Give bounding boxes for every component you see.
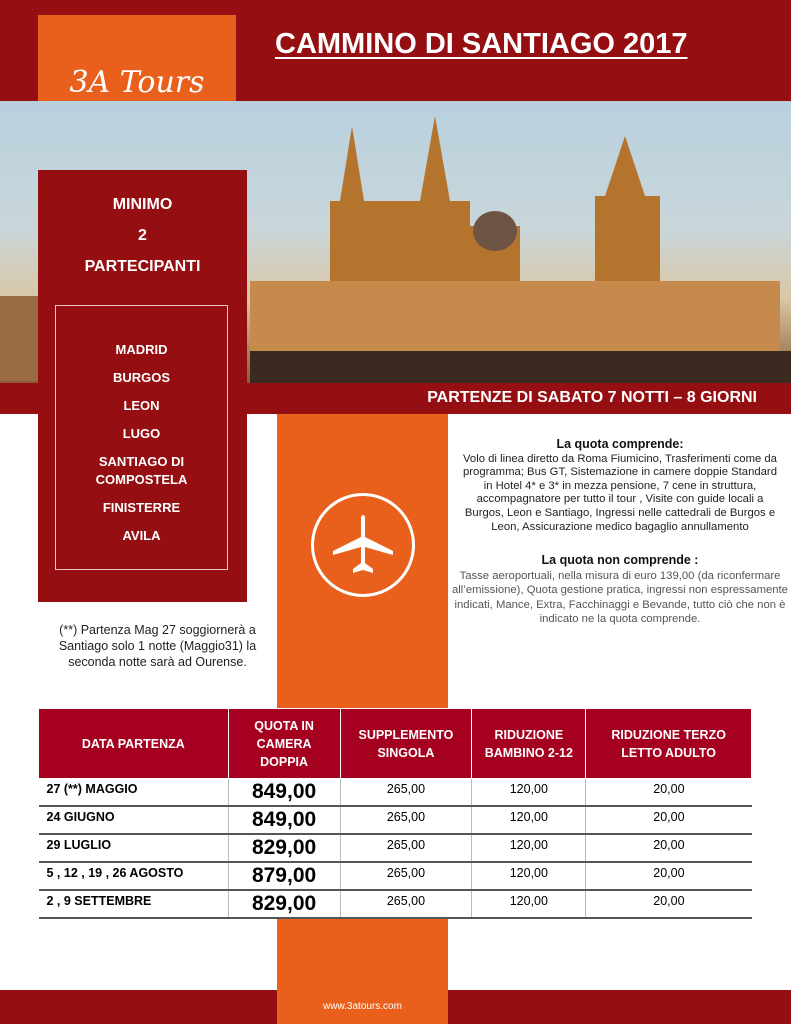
table-cell: 20,00 xyxy=(586,779,752,807)
participants-box: MINIMO 2 PARTECIPANTI MADRID BURGOS LEON LUGO SANTIAGO DI COMPOSTELA FINISTERRE AVILA xyxy=(38,170,247,602)
table-cell: 265,00 xyxy=(340,834,472,862)
table-cell: 24 GIUGNO xyxy=(39,806,229,834)
table-cell: 849,00 xyxy=(228,806,340,834)
table-header: DATA PARTENZA QUOTA IN CAMERA DOPPIA SUPPLEMENTO SINGOLA RIDUZIONE BAMBINO 2-12 RIDUZIONE TERZO LETTO ADULTO xyxy=(39,709,752,779)
page-title: CAMMINO DI SANTIAGO 2017 xyxy=(275,28,688,60)
table-cell: 20,00 xyxy=(586,834,752,862)
table-row xyxy=(39,834,752,862)
table-cell: 120,00 xyxy=(472,779,586,807)
table-cell: 849,00 xyxy=(228,779,340,807)
departures-banner: PARTENZE DI SABATO 7 NOTTI – 8 GIORNI xyxy=(427,389,757,406)
stop: SANTIAGO DI COMPOSTELA xyxy=(95,454,188,487)
table-cell: 27 (**) MAGGIO xyxy=(39,779,229,807)
table-cell: 29 LUGLIO xyxy=(39,834,229,862)
website-link[interactable]: www.3atours.com xyxy=(277,990,448,1024)
stop: LEON xyxy=(123,398,160,413)
table-row xyxy=(39,806,752,834)
table-row xyxy=(39,779,752,807)
stop: MADRID xyxy=(115,342,168,357)
table-cell: 2 , 9 SETTEMBRE xyxy=(39,890,229,918)
table-cell: 120,00 xyxy=(472,834,586,862)
stop: AVILA xyxy=(122,528,161,543)
table-cell: 829,00 xyxy=(228,890,340,918)
logo: 3A Tours xyxy=(38,15,236,129)
table-cell: 829,00 xyxy=(228,834,340,862)
price-table xyxy=(38,708,752,919)
table-cell: 120,00 xyxy=(472,890,586,918)
stop: LUGO xyxy=(122,426,161,441)
table-cell: 20,00 xyxy=(586,890,752,918)
table-cell: 265,00 xyxy=(340,890,472,918)
table-cell: 120,00 xyxy=(472,862,586,890)
itinerary-list xyxy=(55,305,228,570)
stop: FINISTERRE xyxy=(102,500,181,515)
table-cell: 20,00 xyxy=(586,806,752,834)
table-cell: 879,00 xyxy=(228,862,340,890)
table-row xyxy=(39,862,752,890)
departure-note: (**) Partenza Mag 27 soggiornerà a Santiago solo 1 notte (Maggio31) la seconda notte sarà ad Ourense. xyxy=(58,623,257,669)
price-includes: La quota comprende: Volo di linea diretto da Roma Fiumicino, Trasferimenti come da programma; Bus GT, Sistemazione in camere doppie Standard in Hotel 4* e 3* in mezza pensione, 7 cene in struttura, accompagnatore per tutto il tour , Visite con guide locali a Burgos, Leon e Santiago, Ingressi nelle cattedrali de Burgos e Leon, Assicurazione medico bagaglio annullamento La quota non comprende : Tasse aeroportuali, nella misura di euro 139,00 (da riconfermare all’emissione), Quota gestione pratica, ingressi non espressamente indicati, Mance, Extra, Facchinaggi e Bevande, tutto ciò che non è indicato ne la quota comprende. xyxy=(452,437,788,626)
table-cell: 265,00 xyxy=(340,806,472,834)
table-cell: 20,00 xyxy=(586,862,752,890)
table-cell: 120,00 xyxy=(472,806,586,834)
airplane-icon xyxy=(311,493,415,597)
table-cell: 5 , 12 , 19 , 26 AGOSTO xyxy=(39,862,229,890)
table-cell: 265,00 xyxy=(340,779,472,807)
stop: BURGOS xyxy=(112,370,171,385)
table-row xyxy=(39,890,752,918)
table-cell: 265,00 xyxy=(340,862,472,890)
